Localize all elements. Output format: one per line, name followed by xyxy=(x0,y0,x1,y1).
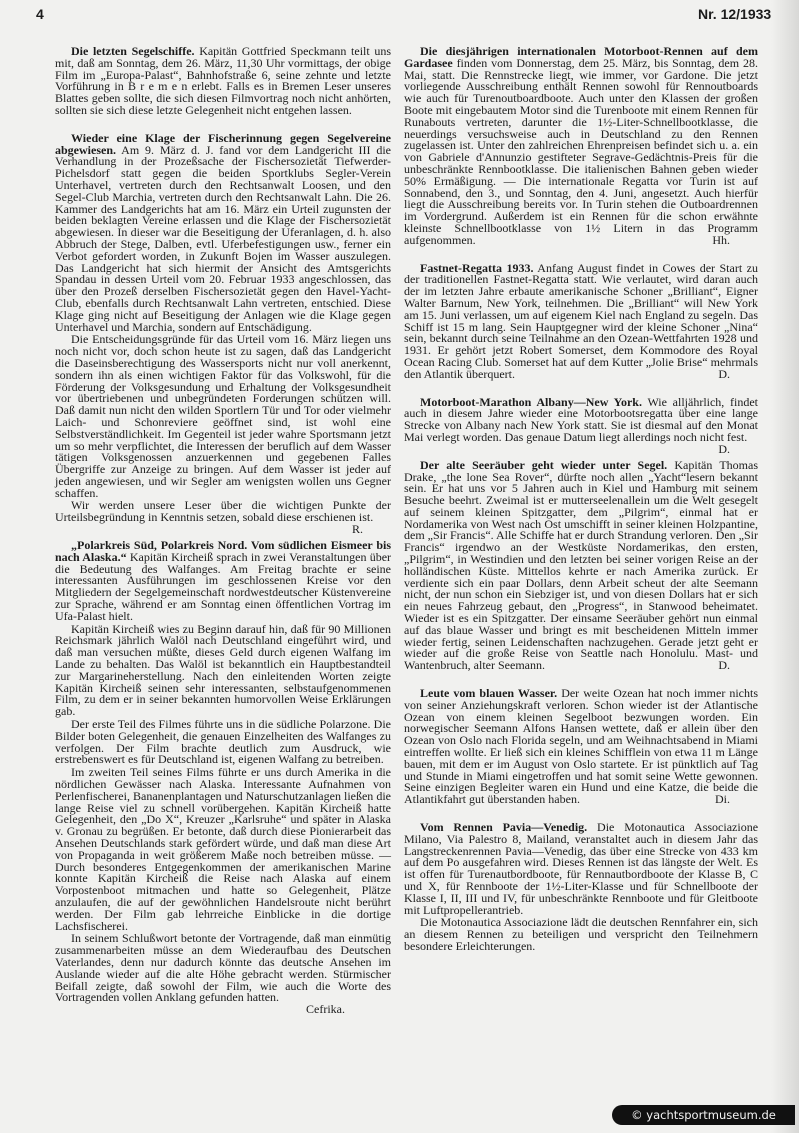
article-text: Am 9. März d. J. fand vor dem Landgericht III die Verhandlung in der Prozeßsache der Fischersozietät Tiefwerder-Pichelsdorf statt gegen die beiden Sportklubs Segler-Verein Unterhavel, vertreten durch den Rechtsanwalt Loosen, und den Segel-Club Marchia, vertreten durch den Rechtsanwalt Lahn. Die 26. Kammer des Landgerichts hat am 16. März ein Urteil zugunsten der beiden beklagten Vereine erlassen und die Klage der Fischersozietät abgewiesen. In dieser war die Beseitigung der Uferanlagen, d. h. also Abbruch der Stege, Dalben, evtl. Uferbefestigungen usw., ferner ein Verbot gefordert worden, in Zukunft Bojen im Wasser auszulegen. Das Landgericht hat sich hiermit der Ansicht des Amtsgerichts Spandau in dessen Urteil vom 20. Februar 1933 angeschlossen, das über den Prozeß derselben Fischersozietät gegen den Havel-Yacht-Club, ebenfalls durch Rechtsanwalt Lahn vertreten, entschied. Diese Klage ging nicht auf Beseitigung der Anlagen wie die Klage gegen Unterhavel und Marchia, sondern auf Entschädigung. xyxy=(55,142,391,334)
article-albany-marathon xyxy=(404,394,758,456)
article-signature: Hh. xyxy=(712,232,730,247)
article-text: Anfang August findet in Cowes der Start zu der traditionellen Fastnet-Regatta statt. Wie verlautet, wird daran auch der im letzten Jahre erbaute amerikanische Schoner „Brilliant“, Eigner Walter Barnum, New York, teilnehmen. Die „Brilliant“ will New York am 15. Juni verlassen, um auf eigenem Kiel nach England zu segeln. Das Schiff ist 15 m lang. Sein Hauptgegner wird der kleine Schoner „Nina“ sein, bekannt durch seine Teilnahme an den Ozean-Wettfahrten 1928 und 1931. Er gehört jetzt Robert Somerset, dem Kommodore des Royal Ocean Racing Club. Somerset hat auf dem Kutter „Jolie Brise“ mehrmals den Atlantik überquert. xyxy=(404,260,758,381)
article-text: Die Motonautica Associazione lädt die deutschen Rennfahrer ein, sich an diesem Rennen zu beteiligen und verspricht den Teilnehmern besondere Erleichterungen. xyxy=(404,915,758,953)
article-blaues-wasser xyxy=(404,688,758,806)
article-gardasee xyxy=(404,46,758,247)
article-text: Der erste Teil des Filmes führte uns in die südliche Polarzone. Die Bilder boten Gelegenheit, die genauen Einzelheiten des Walfanges zu verfolgen. Der Film brachte deutlich zum Ausdruck, wie erstrebenswert es für Deutschland ist, eigenen Walfang zu betreiben. xyxy=(55,717,391,767)
article-title: Motorboot-Marathon Albany—New York. xyxy=(420,394,642,409)
article-title: Die diesjährigen internationalen Motorboot-Rennen auf dem Gardasee xyxy=(404,44,758,70)
article-title: Der alte Seeräuber geht wieder unter Segel. xyxy=(420,457,668,472)
left-column xyxy=(55,46,391,1016)
page-number: 4 xyxy=(36,6,44,22)
article-title: Fastnet-Regatta 1933. xyxy=(420,260,534,275)
article-text: finden vom Donnerstag, dem 25. März, bis Sonntag, dem 28. Mai, statt. Die Rennstrecke liegt, wie immer, vor Gardone. Die jetzt vorliegende Ausschreibung enthält Rennen sowohl für Rennoutboards wie auch für Turenoutboardboote. Auch unter den Klassen der großen Boote mit eingebautem Motor sind die Turenboote mit einem Rennen für Runabouts vertreten, darunter die 1½-Liter-Schnellbootklasse, die neuerdings versuchsweise auch in Deutschland zu den Rennen zugelassen ist. Unter den zahlreichen Ehrenpreisen befindet sich u. a. ein von Gabriele d'Annunzio gestifteter Segrave-Gedächtnis-Preis für die unbeschränkte Rennbootklasse. Die italienischen Bahnen geben wieder 50% Ermäßigung. — Die internationale Regatta vor Turin ist auf Sonnabend, den 3., und Sonntag, den 4. Juni, angesetzt. Auch hierfür liegt die Ausschreibung bereits vor. In Turin stehen die Outboardrennen im Vordergrund. Außerdem ist ein Rennen für die schon erwähnte kleinste Schnellbootklasse von 1½ Litern in das Programm aufgenommen. xyxy=(404,55,758,247)
article-text: Kapitän Thomas Drake, „the lone Sea Rover“, dürfte noch allen „Yacht“lesern bekannt sein. Er hat uns vor 5 Jahren auch in Kiel und Hamburg mit seinem Besuche beehrt. Zweimal ist er mutterseelenallein um die Welt gesegelt auf seinem kleinen Spitzgatter, dem „Pilgrim“, einmal hat er Nordamerika von West nach Ost umschifft in seiner kleinen Holzpantine, dem „Sir Francis“. Alle Schiffe hat er durch Strandung verloren. Den „Sir Francis“ irgendwo an der Westküste Nordamerikas, den ersten, „Pilgrim“, in Westindien und den letzten bei seiner vorigen Reise an der holländischen Küste. Mittellos kehrte er nach Amerika zurück. Er verdiente sich ein paar Dollars, denn Arbeit scheut der alte Seemann nicht, der nun schon ein Siebziger ist, und von diesen Dollars hat er sich ein neues Fahrzeug gebaut, den „Progress“, in Stanwood beheimatet. Wieder ist es ein Spitzgatter. Der einsame Seeräuber gehört nun einmal auf das blaue Wasser und bringt es mit bescheidenen Mitteln immer wieder fertig, seinen Leidenschaften nachzugehen. Gerade jetzt geht er wieder auf die große Reise von Seattle nach Honolulu. Mast- und Wantenbruch, alter Seemann. xyxy=(404,457,759,673)
right-column xyxy=(404,46,758,953)
article-title: Vom Rennen Pavia—Venedig. xyxy=(420,820,588,835)
article-polarkreis xyxy=(55,540,391,1016)
article-signature: Cefrika. xyxy=(306,1002,345,1017)
article-text: Wie alljährlich, findet auch in diesem Jahre wieder eine Motorbootsregatta über eine lange Strecke von Albany nach New York statt. Sie ist diesmal auf den Monat Mai verlegt worden. Das genaue Datum liegt allerdings noch nicht fest. xyxy=(404,394,758,444)
article-signature: Di. xyxy=(715,792,730,807)
article-signature: R. xyxy=(351,522,363,537)
watermark: © yachtsportmuseum.de xyxy=(612,1105,795,1125)
issue-number: Nr. 12/1933 xyxy=(698,6,772,22)
article-text: Kapitän Kircheiß wies zu Beginn darauf hin, daß für 90 Millionen Reichsmark jährlich Walöl nach Deutschland eingeführt wird, und daß man versuchen müßte, dieses Geld durch eigenen Walfang im Lande zu behalten. Das Walöl ist bekanntlich ein Hauptbestandteil zur Margarineherstellung. Nach den einleitenden Worten zeigte Kapitän Kircheiß seinen sehr interessanten, selbstaufgenommenen Film, zu dem er in seiner bekannten humorvollen Weise Erklärungen gab. xyxy=(55,621,391,719)
article-pavia-venedig xyxy=(404,822,758,953)
article-seeraeuber xyxy=(404,457,759,673)
article-text: Wir werden unsere Leser über die wichtigen Punkte der Urteilsbegründung in Kenntnis setzen, sobald diese erschienen ist. xyxy=(55,498,391,525)
article-title: „Polarkreis Süd, Polarkreis Nord. Vom südlichen Eismeer bis nach Alaska.“ xyxy=(55,538,391,564)
article-text: Der weite Ozean hat noch immer nichts von seiner Anziehungskraft verloren. Schon wieder ist der Atlantische Ozean von einem kleinen Segelboot bezwungen worden. Ein norwegischer Seemann Alfons Hansen wettete, daß er allein über den Ozean von Oslo nach Florida segeln, und am Weihnachtsabend in Miami eintreffen wollte. Er ließ sich ein kleines Schifflein von etwa 11 m Länge bauen, mit dem er im August von Oslo startete. Er ist pünktlich auf Tag und Stunde in Miami eingetroffen und hat somit seine Wette gewonnen. Seine einzigen Begleiter waren ein Hund und eine Katze, die beide die Atlantikfahrt gut überstanden haben. xyxy=(404,686,759,807)
article-text: Kapitän Gottfried Speckmann teilt uns mit, daß am Sonntag, dem 26. März, 11,30 Uhr vormittags, der obige Film im „Europa-Palast“, Bahnhofstraße 6, seine zehnte und letzte Vorführung in B r e m e n erlebt. Falls es in Bremen Leser unseres Blattes geben sollte, die sich diesen Filmvortrag noch nicht anhörten, sollten sie sich diese letzte Gelegenheit nicht entgehen lassen. xyxy=(55,44,391,117)
columns xyxy=(0,46,799,1016)
article-text: Im zweiten Teil seines Films führte er uns durch Amerika in die nördlichen Gewässer nach Alaska. Interessante Aufnahmen von Perlenfischerei, Bananenplantagen und Naturschutzanlagen ließen die lange Reise viel zu schnell vorübergehen. Kapitän Kircheiß hatte Gelegenheit, den „Do X“, Kreuzer „Karlsruhe“ und später in Alaska v. Gronau zu begrüßen. Er betonte, daß durch diese Pionierarbeit das Ansehen Deutschlands stark gefördert würde, und daß man diese Art von Propaganda in weit größerem Maße noch betreiben müsse. — Durch besonderes Entgegenkommen der amerikanischen Marine konnte Kapitän Kircheiß die Reise nach Alaska auf einem Vorpostenboot mitmachen und hatte so Gelegenheit, Plätze anzulaufen, die auf der gewöhnlichen Handelsroute nicht berührt werden. Der Film gab lehrreiche Einblicke in die dortige Lachsfischerei. xyxy=(55,765,391,933)
article-fastnet xyxy=(404,260,758,381)
article-signature: D. xyxy=(718,366,730,381)
article-letzte-segelschiffe xyxy=(55,46,391,117)
article-signature: D. xyxy=(718,658,730,673)
article-title: Leute vom blauen Wasser. xyxy=(420,686,558,701)
article-klage-fischerinnung xyxy=(55,130,391,537)
article-text: Die Entscheidungsgründe für das Urteil vom 16. März liegen uns noch nicht vor, doch schon heute ist zu sagen, daß das Landgericht die Daseinsberechtigung des Wassersports nicht nur voll anerkennt, sondern ihn als einen wichtigen Faktor für das Volkswohl, für die Förderung der Volksgesundung und Erhaltung der Volksgesundheit vor übertriebenen und unbegründeten Forderungen schützen will. Daß damit nun nicht den wilden Sportlern Tür und Tor oder vielmehr Laich- und Schonreviere geöffnet sind, ist wohl eine Selbstverständlichkeit. Im Gegenteil ist jeder wahre Sportsmann jetzt um so mehr verpflichtet, die Interessen der beruflich auf dem Wasser tätigen Volksgenossen anzuerkennen und gegebenen Falles Übergriffe zur Anzeige zu bringen. Auf dem Wasser ist jeder auf jeden angewiesen, und wir Segler am wenigsten wollen uns Gegner schaffen. xyxy=(55,332,391,500)
article-title: Die letzten Segelschiffe. xyxy=(71,44,195,58)
article-text: Die Motonautica Associazione Milano, Via Palestro 8, Mailand, veranstaltet auch in diesem Jahr das Langstreckenrennen Pavia—Venedig, das über eine Strecke von 433 km auf dem Po ausgefahren wird. Dieses Rennen ist das längste der Welt. Es ist offen für Turenautbordboote, für Rennautbordboote der Klasse B, C und X, für Rennboote der 1½-Liter-Klasse und für Schnellboote der Klasse I, II, III und IV, für unbeschränkte Rennboote und für Gleitboote mit Luftpropellerantrieb. xyxy=(404,820,759,917)
article-signature: D. xyxy=(718,441,730,456)
article-text: Kapitän Kircheiß sprach in zwei Veranstaltungen über die Bedeutung des Walfanges. Am Freitag brachte er seine interessanten Ausführungen im geschlossenen Kreise vor den Mitgliedern der Segelgemeinschaft nordwestdeutscher Küstenvereine zur Sprache, während er am Sonntag einen öffentlichen Vortrag im Ufa-Palast hielt. xyxy=(55,549,392,623)
article-title: Wieder eine Klage der Fischerinnung gegen Segelvereine abgewiesen. xyxy=(55,130,391,157)
article-text: In seinem Schlußwort betonte der Vortragende, daß man einmütig zusammenarbeiten müsse an dem Wiederaufbau des Deutschen Vaterlandes, denn nur dadurch könnte das deutsche Ansehen im Auslande wieder auf die alte Höhe gebracht werden. Stürmischer Beifall zeigte, daß sowohl der Film, wie auch die Worte des Vortragenden vollen Anklang gefunden hatten. xyxy=(55,931,391,1005)
